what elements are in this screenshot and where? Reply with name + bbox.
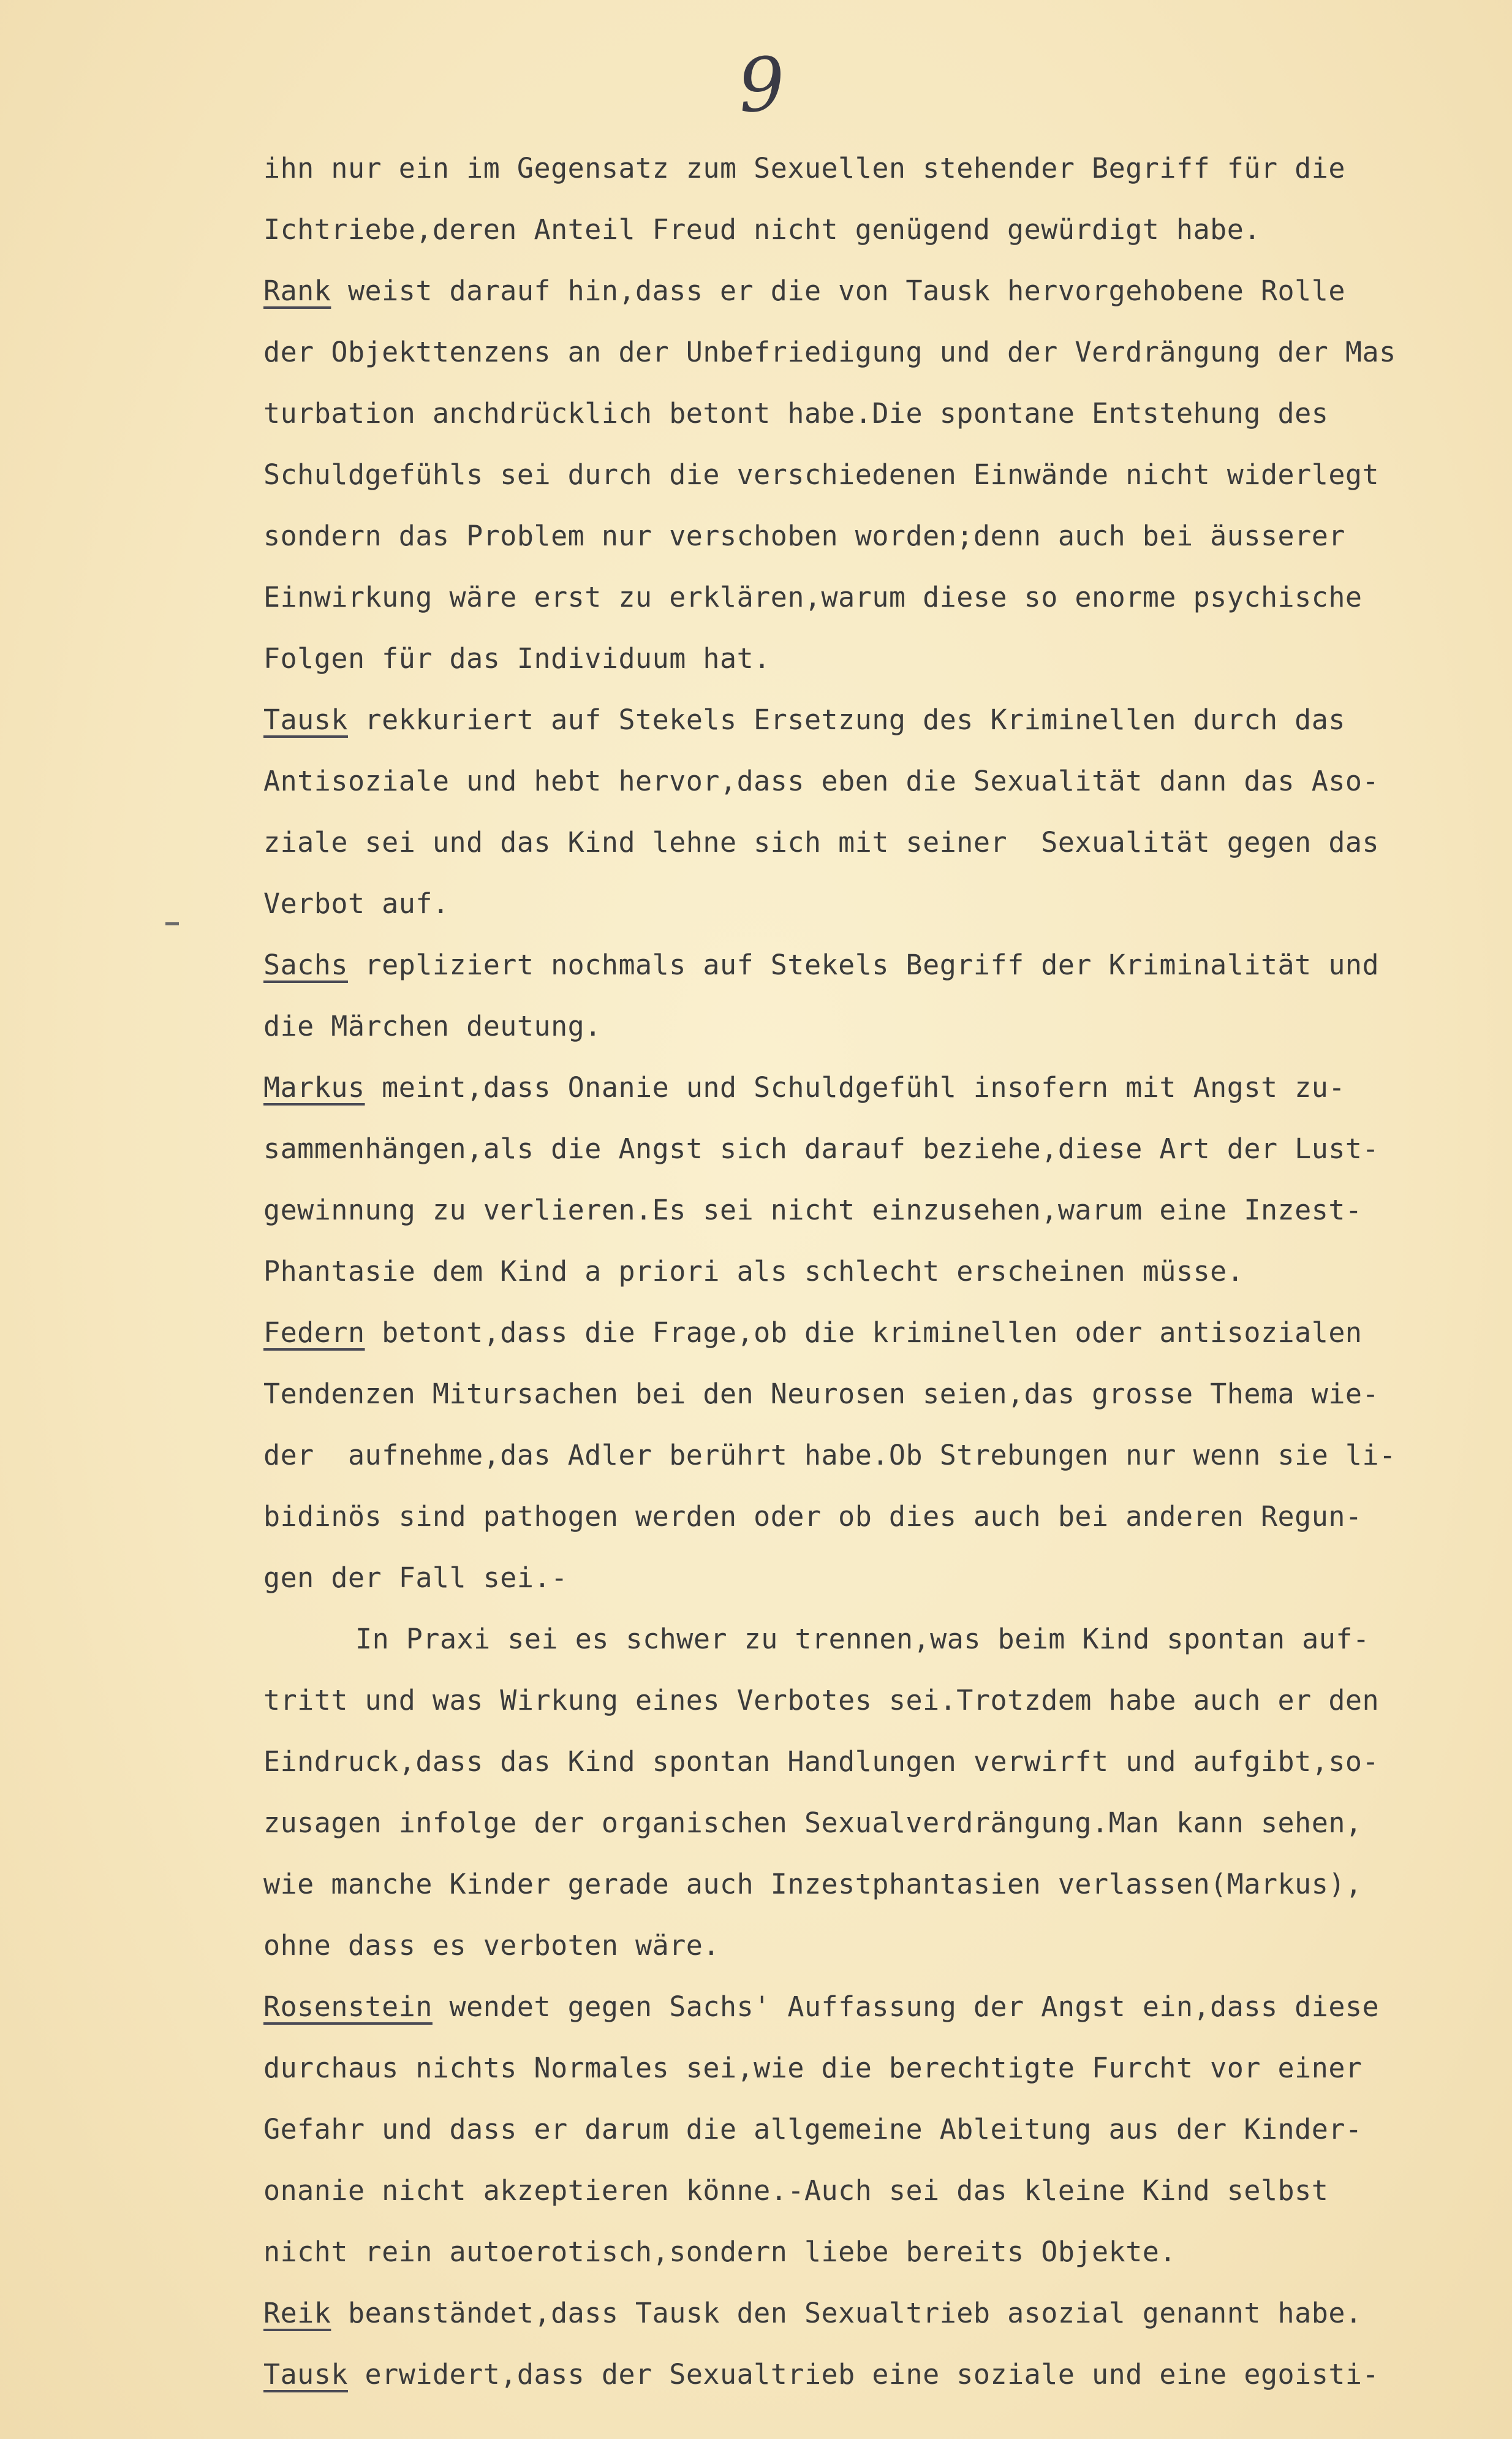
text-line — [263, 1180, 1483, 1241]
line-text: die Märchen deutung. — [263, 1010, 602, 1042]
text-line — [263, 1915, 1483, 1976]
text-line — [263, 1302, 1483, 1364]
text-line — [263, 2344, 1483, 2405]
text-line — [263, 322, 1483, 383]
line-text: Antisoziale und hebt hervor,dass eben die Sexualität dann das Aso- — [263, 765, 1380, 797]
line-text: gewinnung zu verlieren.Es sei nicht einzusehen,warum eine Inzest- — [263, 1194, 1363, 1226]
line-text: der Objekttenzens an der Unbefriedigung und der Verdrängung der Mas — [263, 336, 1396, 368]
line-text: rekkuriert auf Stekels Ersetzung des Kriminellen durch das — [347, 704, 1345, 736]
line-text: Einwirkung wäre erst zu erklären,warum diese so enorme psychische — [263, 581, 1363, 613]
line-text: Phantasie dem Kind a priori als schlecht erscheinen müsse. — [263, 1255, 1244, 1288]
margin-mark — [165, 922, 179, 925]
line-text: In Praxi sei es schwer zu trennen,was beim Kind spontan auf- — [355, 1623, 1370, 1655]
line-text: Tendenzen Mitursachen bei den Neurosen seien,das grosse Thema wie- — [263, 1378, 1380, 1410]
text-line — [263, 1731, 1483, 1792]
text-line — [263, 2283, 1483, 2344]
line-text: ohne dass es verboten wäre. — [263, 1929, 720, 1962]
speaker-name: Tausk — [263, 2358, 348, 2391]
line-text: sondern das Problem nur verschoben worden;denn auch bei äusserer — [263, 520, 1345, 552]
line-text: onanie nicht akzeptieren könne.-Auch sei das kleine Kind selbst — [263, 2174, 1329, 2207]
line-text: turbation anchdrücklich betont habe.Die spontane Entstehung des — [263, 397, 1329, 430]
text-line — [263, 1547, 1483, 1609]
text-line — [263, 1670, 1483, 1731]
line-text: Ichtriebe,deren Anteil Freud nicht genügend gewürdigt habe. — [263, 213, 1261, 246]
text-line — [263, 996, 1483, 1057]
text-line — [263, 1854, 1483, 1915]
line-text: wie manche Kinder gerade auch Inzestphantasien verlassen(Markus), — [263, 1868, 1363, 1900]
text-line — [263, 1976, 1483, 2038]
text-line — [263, 2160, 1483, 2221]
line-text: beanständet,dass Tausk den Sexualtrieb asozial genannt habe. — [331, 2297, 1363, 2329]
line-text: bidinös sind pathogen werden oder ob dies auch bei anderen Regun- — [263, 1500, 1363, 1533]
text-line — [263, 1425, 1483, 1486]
text-line — [263, 2038, 1483, 2099]
speaker-name: Rank — [263, 275, 331, 307]
line-text: nicht rein autoerotisch,sondern liebe bereits Objekte. — [263, 2236, 1176, 2268]
text-line — [263, 812, 1483, 873]
text-line — [263, 138, 1483, 199]
speaker-name: Rosenstein — [263, 1990, 433, 2023]
speaker-name: Tausk — [263, 704, 348, 736]
text-line — [263, 1241, 1483, 1302]
text-line — [263, 689, 1483, 751]
text-line — [263, 751, 1483, 812]
text-line — [263, 873, 1483, 935]
text-line — [263, 260, 1483, 322]
line-text: tritt und was Wirkung eines Verbotes sei.Trotzdem habe auch er den — [263, 1684, 1380, 1716]
text-line — [263, 567, 1483, 628]
line-text: Gefahr und dass er darum die allgemeine Ableitung aus der Kinder- — [263, 2113, 1363, 2145]
speaker-name: Reik — [263, 2297, 331, 2329]
line-text: Schuldgefühls sei durch die verschiedenen Einwände nicht widerlegt — [263, 458, 1380, 491]
line-text: gen der Fall sei.- — [263, 1561, 568, 1594]
line-text: Verbot auf. — [263, 887, 450, 920]
line-text: der aufnehme,das Adler berührt habe.Ob Strebungen nur wenn sie li- — [263, 1439, 1396, 1471]
speaker-name: Markus — [263, 1071, 365, 1104]
line-text: repliziert nochmals auf Stekels Begriff der Kriminalität und — [347, 949, 1380, 981]
line-text: zusagen infolge der organischen Sexualverdrängung.Man kann sehen, — [263, 1807, 1363, 1839]
line-text: weist darauf hin,dass er die von Tausk hervorgehobene Rolle — [331, 275, 1345, 307]
text-line — [263, 506, 1483, 567]
text-line — [263, 1057, 1483, 1118]
speaker-name: Federn — [263, 1316, 365, 1349]
text-line — [263, 199, 1483, 260]
text-line — [263, 2221, 1483, 2283]
line-text: wendet gegen Sachs' Auffassung der Angst ein,dass diese — [432, 1990, 1380, 2023]
text-line — [263, 935, 1483, 996]
text-line — [263, 1609, 1483, 1670]
speaker-name: Sachs — [263, 949, 348, 981]
line-text: ziale sei und das Kind lehne sich mit seiner Sexualität gegen das — [263, 826, 1380, 859]
line-text: erwidert,dass der Sexualtrieb eine soziale und eine egoisti- — [347, 2358, 1380, 2391]
line-text: durchaus nichts Normales sei,wie die berechtigte Furcht vor einer — [263, 2052, 1363, 2084]
text-line — [263, 1118, 1483, 1180]
line-text: betont,dass die Frage,ob die kriminellen oder antisozialen — [365, 1316, 1363, 1349]
line-text: Folgen für das Individuum hat. — [263, 642, 771, 675]
line-text: ihn nur ein im Gegensatz zum Sexuellen stehender Begriff für die — [263, 152, 1345, 184]
line-text: Eindruck,dass das Kind spontan Handlungen verwirft und aufgibt,so- — [263, 1745, 1380, 1778]
text-line — [263, 444, 1483, 506]
line-text: sammenhängen,als die Angst sich darauf beziehe,diese Art der Lust- — [263, 1132, 1380, 1165]
text-line — [263, 628, 1483, 689]
line-text: meint,dass Onanie und Schuldgefühl insofern mit Angst zu- — [365, 1071, 1345, 1104]
text-line — [263, 383, 1483, 444]
typewritten-body — [263, 138, 1483, 2405]
text-line — [263, 1792, 1483, 1854]
text-line — [263, 1364, 1483, 1425]
text-line — [263, 1486, 1483, 1547]
page-number: 9 — [735, 41, 788, 130]
text-line — [263, 2099, 1483, 2160]
